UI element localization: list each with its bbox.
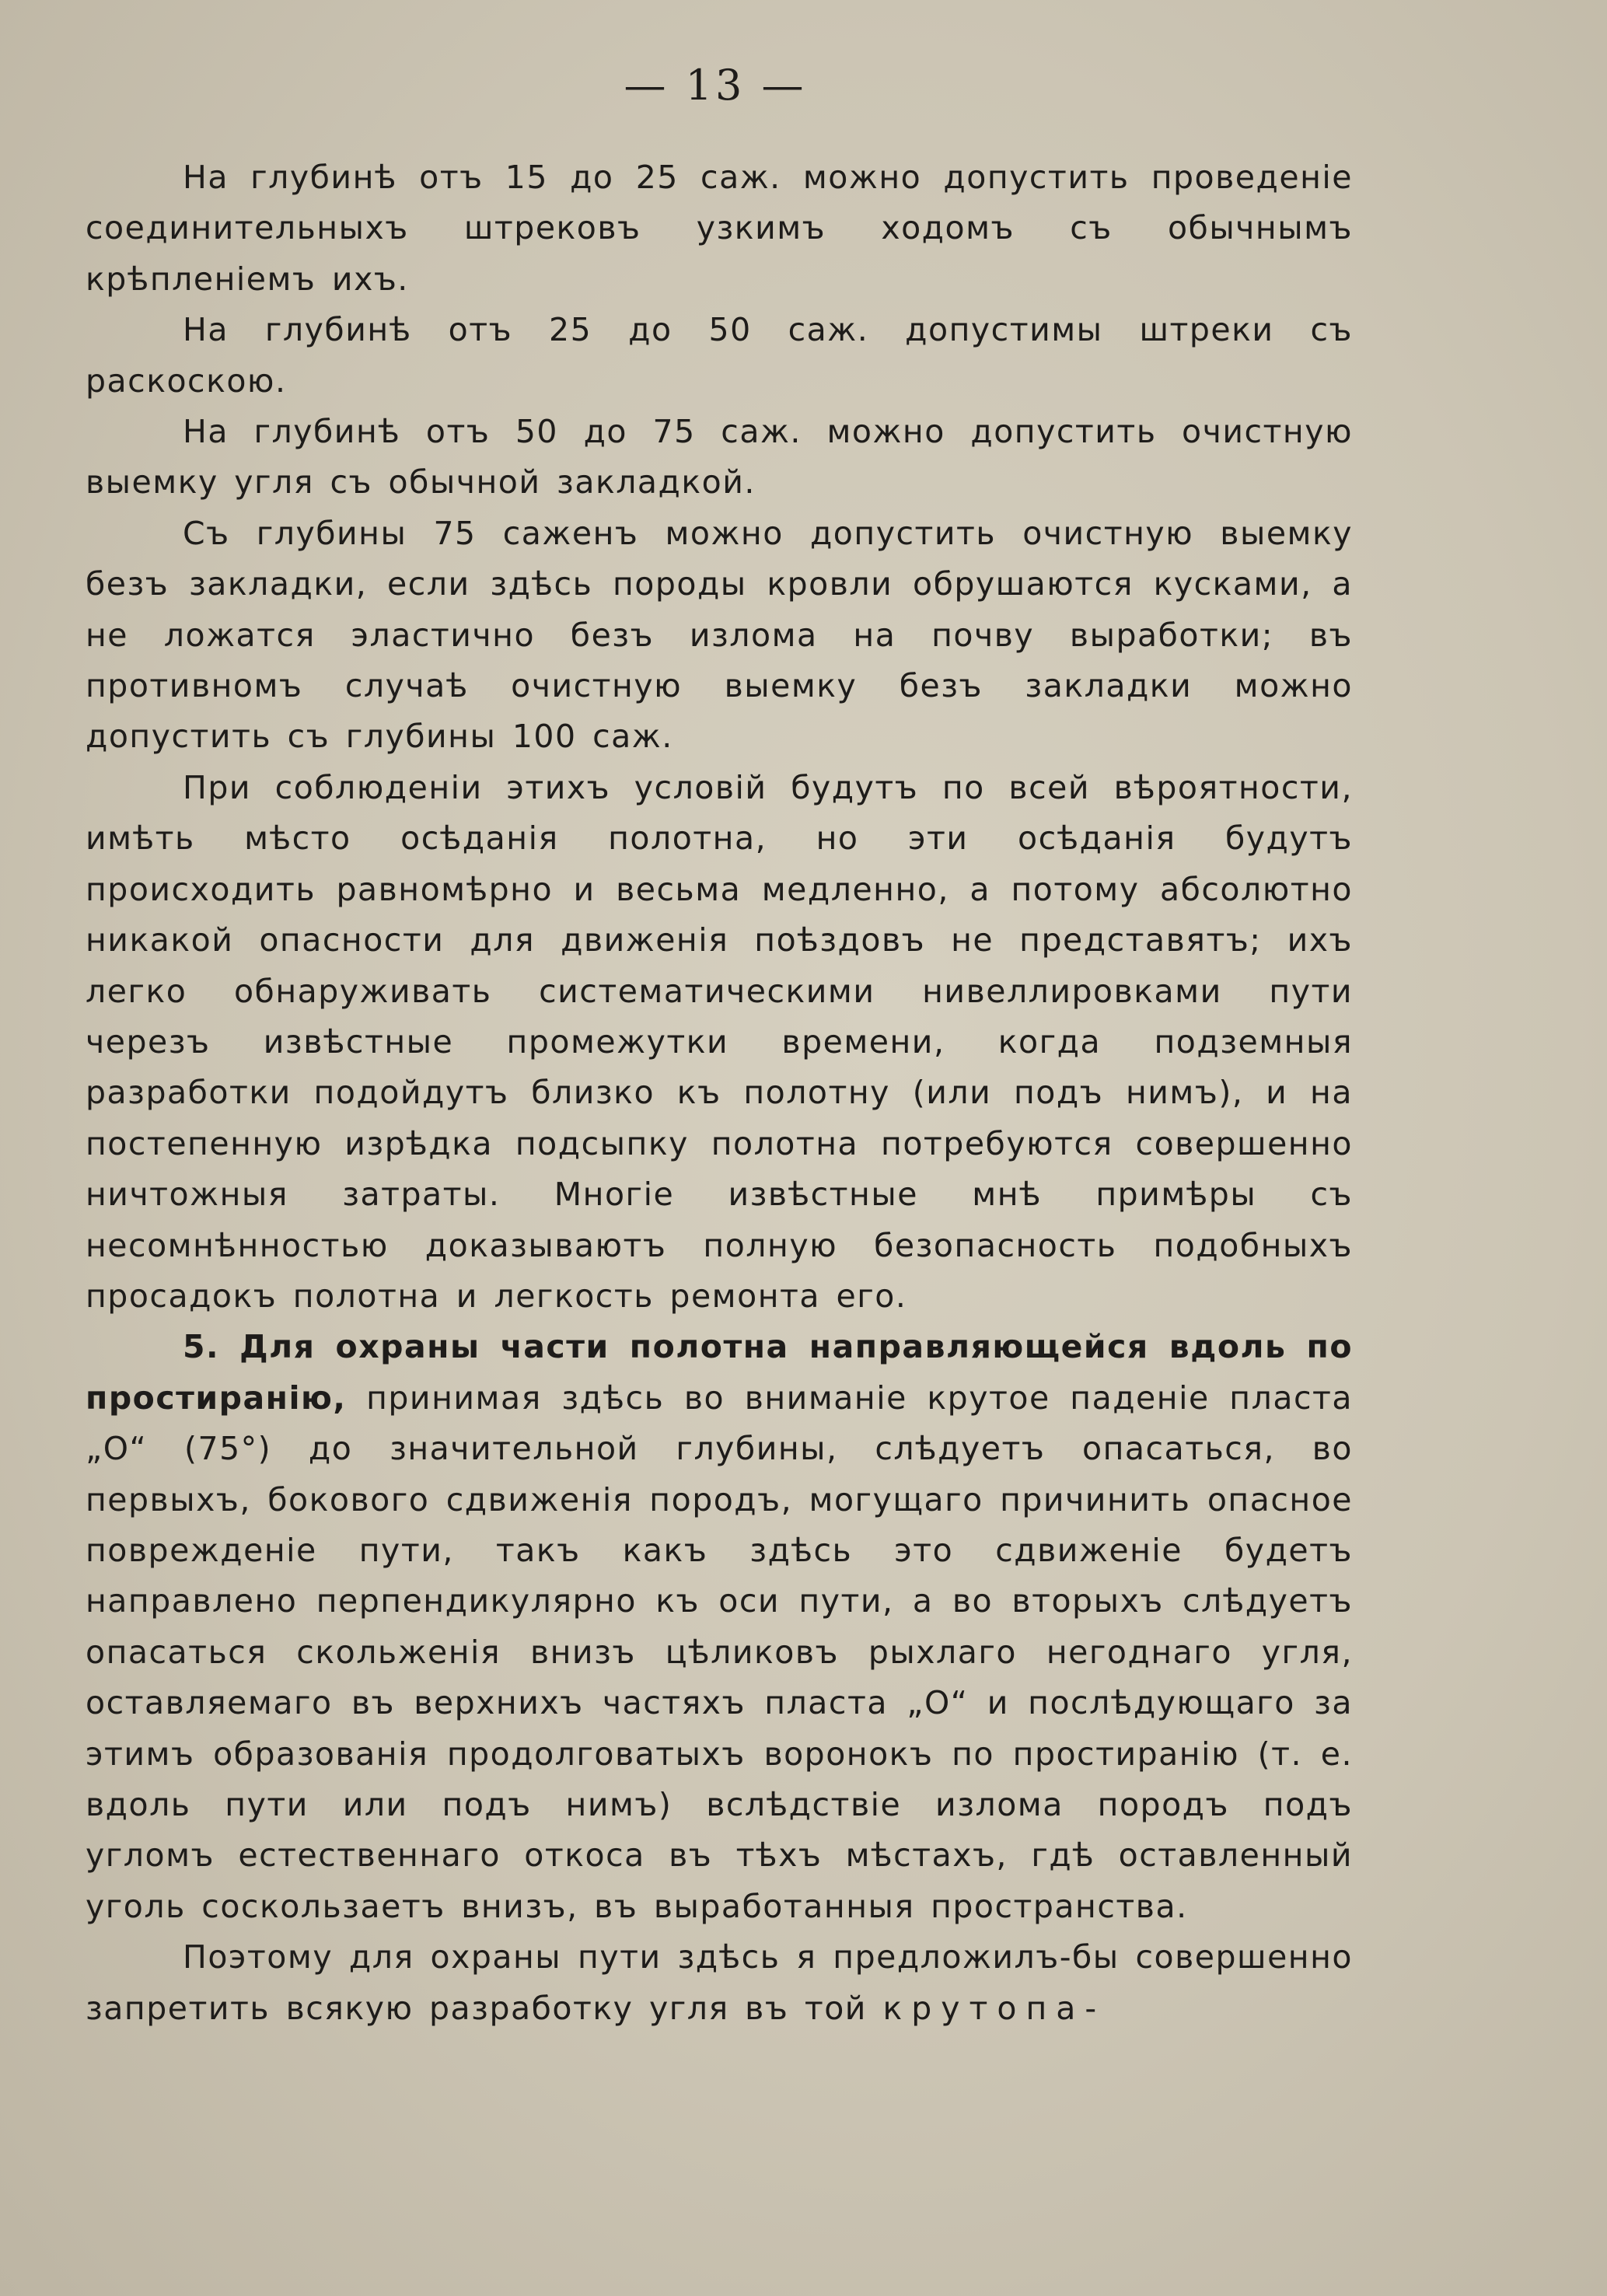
- paragraph-conditions: При соблюденiи этихъ условiй будутъ по всей вѣроятности, имѣть мѣсто осѣданiя полотна, но эти осѣданiя будутъ происходить равномѣрно и весьма медленно, а потому абсолютно никакой опасности для движенiя поѣздовъ не представятъ; ихъ легко обнаруживать систематическими нивеллировками пути черезъ извѣстные промежутки времени, когда подземныя разработки подойдутъ близко къ полотну (или подъ нимъ), и на постепенную изрѣдка подсыпку полотна потребуются совершенно ничтожныя затраты. Многiе извѣстные мнѣ примѣры съ несомнѣнностью доказываютъ полную безопасность подобныхъ просадокъ полотна и легкость ремонта его.: [86, 768, 1353, 1315]
- body-text: [86, 152, 1353, 2034]
- paragraph-depth-75: Съ глубины 75 саженъ можно допустить очистную выемку безъ закладки, если здѣсь породы кровли обрушаются кусками, а не ложатся эластично безъ излома на почву выработки; въ противномъ случаѣ очистную выемку безъ закладки можно допустить съ глубины 100 саж.: [86, 514, 1353, 756]
- section-5-heading: 5. Для охраны части полотна направляющейся вдоль по простиранiю,: [86, 1328, 1353, 1417]
- paragraph-depth-50-75: На глубинѣ отъ 50 до 75 саж. можно допустить очистную выемку угля съ обычной закладкой.: [86, 413, 1353, 501]
- paragraph-therefore: [86, 1932, 1353, 2034]
- section-5-text: принимая здѣсь во вниманiе крутое паденiе пласта „О“ (75°) до значительной глубины, слѣдуетъ опасаться, во первыхъ, бокового сдвиженiя породъ, могущаго причинить опасное поврежденiе пути, такъ какъ здѣсь это сдвиженiе будетъ направлено перпендикулярно къ оси пути, а во вторыхъ слѣдуетъ опасаться скольженiя внизъ цѣликовъ рыхлаго негоднаго угля, оставляемаго въ верхнихъ частяхъ пласта „О“ и послѣдующаго за этимъ образованiя продолговатыхъ воронокъ по простиранiю (т. е. вдоль пути или подъ нимъ) вслѣдствiе излома породъ подъ угломъ естественнаго откоса въ тѣхъ мѣстахъ, гдѣ оставленный уголь соскользаетъ внизъ, въ выработанныя пространства.: [86, 1379, 1353, 1925]
- spaced-word: крутопа-: [882, 1989, 1106, 2027]
- paragraph-depth-15-25: На глубинѣ отъ 15 до 25 саж. можно допустить проведенiе соединительныхъ штрековъ узкимъ ходомъ съ обычнымъ крѣпленiемъ ихъ.: [86, 159, 1353, 298]
- paragraph-section-5: [86, 1322, 1353, 1932]
- therefore-text: Поэтому для охраны пути здѣсь я предложилъ-бы совершенно запретить всякую разработку угля въ той: [86, 1938, 1353, 2027]
- paragraph-depth-25-50: На глубинѣ отъ 25 до 50 саж. допустимы штреки съ раскоскою.: [86, 311, 1353, 400]
- page-number: — 13 —: [624, 61, 807, 110]
